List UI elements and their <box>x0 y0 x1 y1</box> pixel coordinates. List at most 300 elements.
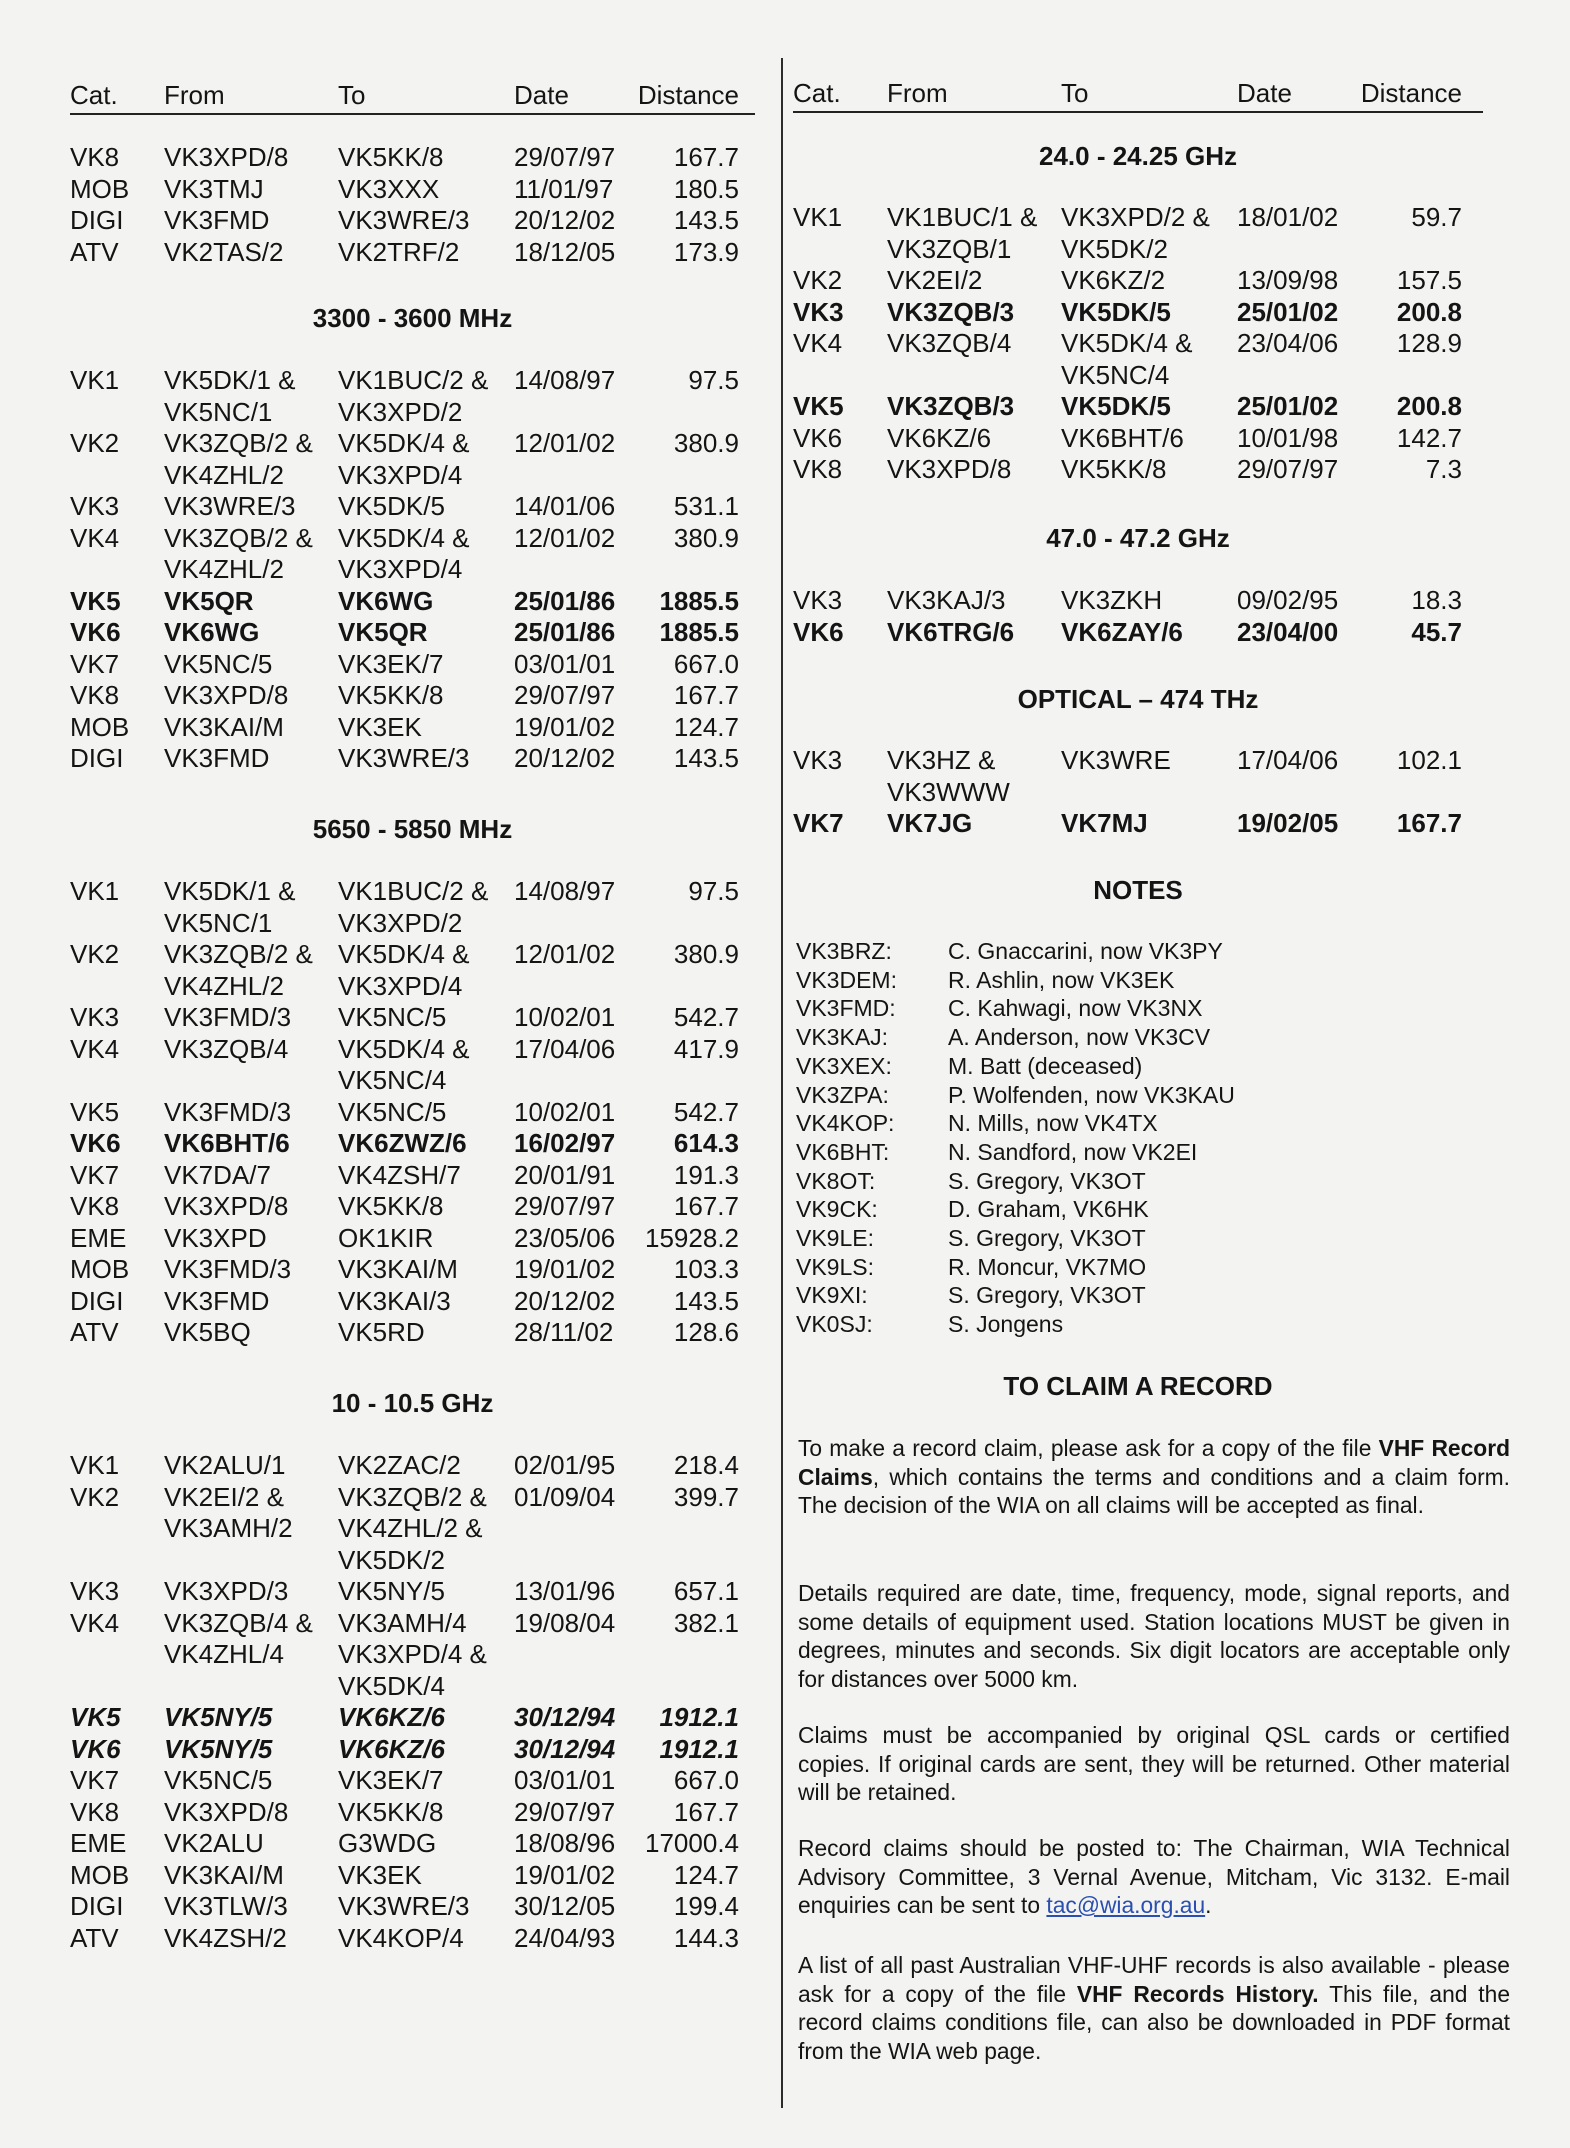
table-row <box>70 1223 739 1255</box>
para-text: . <box>1205 1892 1212 1918</box>
cell-distance: 102.1 <box>1396 745 1462 775</box>
cell-to: VK3WRE/3 <box>338 743 470 773</box>
note-callsign: VK3XEX: <box>796 1052 892 1079</box>
cell-distance: 531.1 <box>673 491 739 521</box>
cell-distance: 667.0 <box>673 648 739 679</box>
cell-to: VK5RD <box>338 1317 425 1347</box>
note-text: M. Batt (deceased) <box>948 1052 1143 1079</box>
note-text: P. Wolfenden, now VK3KAU <box>948 1081 1235 1108</box>
cell-date: 30/12/94 <box>514 1733 616 1764</box>
cell-from: VK3ZQB/2 & VK4ZHL/2 <box>164 428 313 490</box>
cell-cat: VK8 <box>793 454 843 484</box>
cell-to: VK5KK/8 <box>338 1191 444 1221</box>
table-row <box>70 1034 739 1097</box>
cell-date: 25/01/86 <box>514 585 616 616</box>
cell-distance: 180.5 <box>673 173 739 204</box>
cell-from: VK3FMD/3 <box>164 1002 292 1032</box>
cell-to: VK3ZQB/2 & VK4ZHL/2 & VK5DK/2 <box>338 1481 487 1575</box>
para-text: This file, and the record claims conditions file, can also be downloaded in PDF format from the WIA web page. <box>798 1980 1510 2064</box>
cell-distance: 1885.5 <box>659 617 739 647</box>
cell-to: VK5DK/4 & VK3XPD/4 <box>338 428 470 490</box>
records-block <box>70 1450 739 1954</box>
cell-date: 18/08/96 <box>514 1828 616 1858</box>
note-callsign: VK9CK: <box>796 1196 878 1223</box>
note-item <box>796 1310 1235 1339</box>
cell-cat: EME <box>70 1222 127 1253</box>
table-row <box>70 1128 739 1160</box>
cell-date: 29/07/97 <box>514 142 616 172</box>
table-row <box>70 428 739 491</box>
cell-cat: MOB <box>70 1859 130 1890</box>
cell-date: 12/01/02 <box>514 939 616 969</box>
cell-to: VK4KOP/4 <box>338 1922 464 1953</box>
cell-distance: 59.7 <box>1411 202 1462 232</box>
note-item <box>796 966 1235 995</box>
cell-date: 16/02/97 <box>514 1128 616 1158</box>
table-row <box>70 365 739 428</box>
cell-distance: 380.9 <box>673 428 739 458</box>
cell-distance: 542.7 <box>673 1096 739 1127</box>
note-callsign: VK9LE: <box>796 1225 874 1252</box>
table-row <box>70 939 739 1002</box>
table-row <box>70 1191 739 1223</box>
cell-date: 10/01/98 <box>1237 422 1339 453</box>
cell-distance: 45.7 <box>1411 616 1462 647</box>
details-paragraph: Details required are date, time, frequency, mode, signal reports, and some details of equipment used. Station locations MUST be given in degrees, minutes and seconds. Six digit locators are acceptable only for distances over 5000 km. <box>798 1580 1510 1692</box>
cell-distance: 167.7 <box>673 1796 739 1827</box>
cell-distance: 417.9 <box>673 1033 739 1064</box>
note-item <box>796 1167 1235 1196</box>
header-distance: Distance <box>637 80 739 110</box>
cell-distance: 1912.1 <box>659 1702 739 1732</box>
cell-from: VK3XPD/8 <box>164 1191 289 1221</box>
cell-from: VK3KAJ/3 <box>887 585 1006 615</box>
cell-to: VK6KZ/2 <box>1061 265 1166 295</box>
header-from: From <box>164 80 225 110</box>
table-header <box>793 73 1483 113</box>
cell-cat: VK3 <box>70 491 120 521</box>
band-heading: OPTICAL – 474 THz <box>1017 684 1259 714</box>
cell-cat: ATV <box>70 236 119 267</box>
band-heading: 10 - 10.5 GHz <box>331 1388 494 1418</box>
cell-from: VK6TRG/6 <box>887 616 1015 647</box>
table-row <box>70 1765 739 1797</box>
cell-date: 14/08/97 <box>514 365 616 395</box>
cell-from: VK3KAI/M <box>164 711 284 742</box>
cell-from: VK3WRE/3 <box>164 491 296 521</box>
cell-from: VK3FMD <box>164 1285 270 1316</box>
cell-distance: 542.7 <box>673 1002 739 1032</box>
cell-to: VK1BUC/2 & VK3XPD/2 <box>338 365 489 427</box>
cell-to: OK1KIR <box>338 1222 434 1253</box>
cell-to: VK5DK/4 & VK3XPD/4 <box>338 939 470 1001</box>
cell-to: VK2TRF/2 <box>338 236 460 267</box>
note-text: N. Sandford, now VK2EI <box>948 1138 1198 1165</box>
records-block <box>793 202 1462 486</box>
table-row <box>70 1286 739 1318</box>
cell-distance: 103.3 <box>673 1254 739 1284</box>
cell-cat: VK4 <box>793 328 843 358</box>
note-callsign: VK3FMD: <box>796 995 896 1022</box>
table-row <box>70 1734 739 1766</box>
cell-date: 19/08/04 <box>514 1607 616 1638</box>
cell-from: VK5NC/5 <box>164 648 273 679</box>
note-item <box>796 1281 1235 1310</box>
cell-from: VK3FMD/3 <box>164 1096 292 1127</box>
note-callsign: VK3BRZ: <box>796 938 892 964</box>
history-paragraph <box>798 1951 1510 2065</box>
notes-list <box>796 937 1235 1339</box>
cell-cat: VK7 <box>70 648 120 679</box>
cell-from: VK5BQ <box>164 1317 251 1347</box>
file-name: VHF Records History. <box>1076 1980 1319 2007</box>
note-callsign: VK9XI: <box>796 1282 868 1309</box>
cell-cat: VK4 <box>70 1033 120 1064</box>
cell-date: 14/08/97 <box>514 876 616 906</box>
cell-from: VK3ZQB/4 & VK4ZHL/4 <box>164 1607 313 1669</box>
cell-from: VK3FMD/3 <box>164 1254 292 1284</box>
band-heading: 24.0 - 24.25 GHz <box>1039 141 1237 171</box>
table-row <box>70 1702 739 1734</box>
cell-to: VK3WRE <box>1061 745 1171 775</box>
para-text: To make a record claim, please ask for a copy of the file <box>798 1435 1379 1461</box>
table-row <box>70 586 739 618</box>
cell-cat: VK1 <box>70 1450 120 1480</box>
cell-distance: 142.7 <box>1396 422 1462 453</box>
cell-distance: 143.5 <box>673 743 739 773</box>
cell-date: 19/01/02 <box>514 711 616 742</box>
table-row <box>70 1797 739 1829</box>
cell-distance: 97.5 <box>688 365 739 395</box>
cell-date: 13/09/98 <box>1237 265 1339 295</box>
table-row <box>70 680 739 712</box>
table-row <box>70 1608 739 1703</box>
cell-cat: VK8 <box>70 1796 120 1827</box>
cell-from: VK3XPD/8 <box>164 1796 289 1827</box>
cell-date: 19/01/02 <box>514 1254 616 1284</box>
cell-to: VK5DK/4 & VK5NC/4 <box>1061 328 1193 390</box>
note-text: A. Anderson, now VK3CV <box>948 1024 1211 1051</box>
cell-from: VK2ALU <box>164 1828 264 1858</box>
cell-date: 13/01/96 <box>514 1576 616 1606</box>
note-text: S. Gregory, VK3OT <box>948 1225 1146 1252</box>
note-callsign: VK0SJ: <box>796 1311 873 1338</box>
cell-cat: VK5 <box>70 1096 120 1127</box>
cell-distance: 167.7 <box>673 142 739 172</box>
cell-distance: 167.7 <box>1396 808 1462 838</box>
cell-distance: 191.3 <box>673 1159 739 1190</box>
cell-from: VK5QR <box>164 585 254 616</box>
cell-cat: VK6 <box>793 422 843 453</box>
cell-date: 11/01/97 <box>514 173 614 204</box>
cell-from: VK5NY/5 <box>164 1733 273 1764</box>
cell-from: VK3XPD <box>164 1222 267 1253</box>
cell-to: VK5DK/4 & VK5NC/4 <box>338 1033 470 1095</box>
table-row <box>70 237 739 269</box>
header-from: From <box>887 78 948 108</box>
cell-from: VK3ZQB/2 & VK4ZHL/2 <box>164 939 313 1001</box>
para-text: A list of all past Australian VHF-UHF records is also available - please ask for a copy of the file <box>798 1952 1510 2007</box>
table-row <box>70 876 739 939</box>
note-item <box>796 1081 1235 1110</box>
cell-to: VK5DK/5 <box>1061 296 1171 327</box>
cell-to: VK3XPD/2 & VK5DK/2 <box>1061 202 1210 264</box>
note-callsign: VK3DEM: <box>796 966 897 993</box>
cell-from: VK5NC/5 <box>164 1765 273 1795</box>
cell-to: VK6WG <box>338 585 434 616</box>
cell-cat: DIGI <box>70 1285 124 1316</box>
table-row <box>70 1097 739 1129</box>
table-row <box>70 1923 739 1955</box>
cell-from: VK3ZQB/4 <box>887 328 1012 358</box>
note-item <box>796 1023 1235 1052</box>
cell-from: VK3XPD/8 <box>887 454 1012 484</box>
cell-to: VK3WRE/3 <box>338 205 470 235</box>
cell-date: 18/01/02 <box>1237 202 1339 232</box>
cell-distance: 173.9 <box>673 236 739 267</box>
cell-to: VK3EK/7 <box>338 1765 444 1795</box>
note-item <box>796 1195 1235 1224</box>
cell-date: 10/02/01 <box>514 1096 616 1127</box>
cell-date: 03/01/01 <box>514 648 616 679</box>
cell-cat: MOB <box>70 711 130 742</box>
note-callsign: VK9LS: <box>796 1253 874 1280</box>
table-row <box>793 423 1462 455</box>
table-row <box>793 617 1462 649</box>
cell-to: VK5KK/8 <box>338 142 444 172</box>
cell-to: VK6ZAY/6 <box>1061 616 1183 647</box>
table-row <box>70 205 739 237</box>
table-row <box>793 745 1462 808</box>
cell-date: 10/02/01 <box>514 1002 616 1032</box>
cell-cat: VK2 <box>70 428 120 458</box>
cell-to: VK4ZSH/7 <box>338 1159 461 1190</box>
note-item <box>796 1052 1235 1081</box>
cell-to: VK3XXX <box>338 173 440 204</box>
cell-cat: VK2 <box>70 939 120 969</box>
cell-from: VK3ZQB/4 <box>164 1033 289 1064</box>
records-block <box>70 876 739 1349</box>
cell-distance: 399.7 <box>673 1481 739 1512</box>
cell-cat: DIGI <box>70 205 124 235</box>
cell-from: VK6WG <box>164 617 260 647</box>
note-callsign: VK8OT: <box>796 1167 876 1194</box>
note-text: C. Gnaccarini, now VK3PY <box>948 938 1223 964</box>
header-to: To <box>338 80 366 110</box>
cell-date: 25/01/02 <box>1237 296 1339 327</box>
cell-date: 18/12/05 <box>514 236 616 267</box>
cell-to: VK3EK <box>338 711 422 742</box>
table-row <box>70 617 739 649</box>
cell-distance: 128.9 <box>1396 328 1462 358</box>
band-heading: 47.0 - 47.2 GHz <box>1046 523 1230 553</box>
cell-cat: VK3 <box>793 745 843 775</box>
cell-cat: VK1 <box>70 365 120 395</box>
cell-cat: VK3 <box>793 585 843 615</box>
cell-cat: VK6 <box>793 616 844 647</box>
records-block <box>793 585 1462 648</box>
cell-distance: 143.5 <box>673 1285 739 1316</box>
cell-distance: 97.5 <box>688 876 739 906</box>
cell-distance: 167.7 <box>673 1191 739 1221</box>
cell-to: VK3AMH/4 VK3XPD/4 & VK5DK/4 <box>338 1607 487 1701</box>
cell-cat: MOB <box>70 173 130 204</box>
cell-cat: VK7 <box>70 1159 120 1190</box>
cell-to: VK1BUC/2 & VK3XPD/2 <box>338 876 489 938</box>
note-item <box>796 1138 1235 1167</box>
cell-to: VK2ZAC/2 <box>338 1450 461 1480</box>
cell-from: VK3TMJ <box>164 173 264 204</box>
table-row <box>70 1828 739 1860</box>
cell-cat: VK5 <box>793 391 844 421</box>
postal-paragraph <box>798 1834 1510 1920</box>
cell-distance: 15928.2 <box>645 1222 739 1253</box>
table-row <box>70 743 739 775</box>
cell-to: VK3ZKH <box>1061 585 1163 615</box>
cell-to: G3WDG <box>338 1828 437 1858</box>
cell-distance: 167.7 <box>673 680 739 710</box>
cell-cat: VK6 <box>70 1733 121 1764</box>
cell-cat: ATV <box>70 1922 119 1953</box>
cell-to: VK3WRE/3 <box>338 1891 470 1921</box>
cell-cat: VK7 <box>793 808 844 838</box>
cell-to: VK5DK/4 & VK3XPD/4 <box>338 522 470 584</box>
cell-from: VK3KAI/M <box>164 1859 284 1890</box>
cell-date: 19/01/02 <box>514 1859 616 1890</box>
cell-date: 19/02/05 <box>1237 808 1339 838</box>
cell-from: VK5DK/1 & VK5NC/1 <box>164 365 296 427</box>
cell-date: 29/07/97 <box>514 1796 616 1827</box>
header-to: To <box>1061 78 1089 108</box>
table-row <box>70 142 739 174</box>
cell-from: VK5DK/1 & VK5NC/1 <box>164 876 296 938</box>
email-link[interactable]: tac@wia.org.au <box>1046 1892 1206 1918</box>
cell-distance: 124.7 <box>673 1859 739 1890</box>
cell-cat: VK1 <box>793 202 843 232</box>
table-row <box>793 265 1462 297</box>
cell-date: 30/12/94 <box>514 1702 616 1732</box>
cell-date: 30/12/05 <box>514 1891 616 1921</box>
cell-cat: VK6 <box>70 617 121 647</box>
note-text: S. Jongens <box>948 1311 1064 1338</box>
cell-date: 17/04/06 <box>514 1033 616 1064</box>
table-header <box>70 75 755 115</box>
table-row <box>70 491 739 523</box>
note-text: C. Kahwagi, now VK3NX <box>948 995 1203 1022</box>
cell-to: VK5NC/5 <box>338 1002 447 1032</box>
cell-date: 12/01/02 <box>514 522 616 553</box>
cell-from: VK3FMD <box>164 743 270 773</box>
table-row <box>70 1317 739 1349</box>
table-row <box>70 1891 739 1923</box>
cell-cat: VK3 <box>793 296 844 327</box>
cell-to: VK5KK/8 <box>338 680 444 710</box>
cell-cat: VK3 <box>70 1576 120 1606</box>
note-callsign: VK3ZPA: <box>796 1081 889 1108</box>
cell-to: VK5DK/5 <box>338 491 445 521</box>
cell-from: VK3FMD <box>164 205 270 235</box>
cell-from: VK6BHT/6 <box>164 1128 290 1158</box>
cell-from: VK3XPD/3 <box>164 1576 289 1606</box>
header-cat: Cat. <box>793 78 841 108</box>
table-row <box>70 712 739 744</box>
cell-to: VK5NC/5 <box>338 1096 447 1127</box>
cell-distance: 144.3 <box>673 1922 739 1953</box>
note-item <box>796 994 1235 1023</box>
cell-cat: VK4 <box>70 522 120 553</box>
note-item <box>796 1253 1235 1282</box>
table-row <box>70 649 739 681</box>
table-row <box>793 585 1462 617</box>
cell-date: 23/04/00 <box>1237 616 1339 647</box>
cell-from: VK7JG <box>887 808 973 838</box>
cell-cat: VK2 <box>793 265 843 295</box>
cell-from: VK2EI/2 & VK3AMH/2 <box>164 1481 293 1543</box>
cell-date: 29/07/97 <box>1237 454 1339 484</box>
para-text: , which contains the terms and conditions and a claim form. The decision of the WIA on all claims will be accepted as final. <box>798 1463 1510 1518</box>
table-row <box>70 1576 739 1608</box>
cell-date: 01/09/04 <box>514 1481 616 1512</box>
cell-cat: MOB <box>70 1254 130 1284</box>
table-row <box>70 1860 739 1892</box>
cell-from: VK3XPD/8 <box>164 142 289 172</box>
table-row <box>70 1002 739 1034</box>
table-row <box>793 202 1462 265</box>
cell-date: 25/01/02 <box>1237 391 1339 421</box>
cell-distance: 143.5 <box>673 205 739 235</box>
cell-from: VK7DA/7 <box>164 1159 271 1190</box>
cell-date: 28/11/02 <box>514 1317 614 1347</box>
file-name: VHF Record Claims <box>798 1435 1510 1490</box>
header-cat: Cat. <box>70 80 118 110</box>
cell-date: 17/04/06 <box>1237 745 1339 775</box>
cell-distance: 199.4 <box>673 1891 739 1921</box>
cell-distance: 1885.5 <box>659 585 739 616</box>
cell-to: VK3EK <box>338 1859 422 1890</box>
note-text: D. Graham, VK6HK <box>948 1196 1149 1223</box>
note-item <box>796 937 1235 966</box>
cell-from: VK3ZQB/3 <box>887 391 1015 421</box>
cell-from: VK3XPD/8 <box>164 680 289 710</box>
cell-date: 02/01/95 <box>514 1450 616 1480</box>
cell-to: VK5DK/5 <box>1061 391 1171 421</box>
header-distance: Distance <box>1360 78 1462 108</box>
table-row <box>70 1254 739 1286</box>
records-block <box>70 365 739 775</box>
header-date: Date <box>1237 78 1292 108</box>
table-row <box>70 174 739 206</box>
cell-from: VK2EI/2 <box>887 265 983 295</box>
cell-from: VK3TLW/3 <box>164 1891 288 1921</box>
cell-distance: 18.3 <box>1411 585 1462 615</box>
qsl-paragraph: Claims must be accompanied by original QSL cards or certified copies. If original cards are sent, they will be returned. Other material will be retained. <box>798 1722 1510 1805</box>
note-item <box>796 1224 1235 1253</box>
column-divider <box>781 58 783 2108</box>
cell-to: VK3EK/7 <box>338 648 444 679</box>
cell-from: VK2TAS/2 <box>164 236 284 267</box>
table-row <box>70 1160 739 1192</box>
cell-cat: VK5 <box>70 585 121 616</box>
cell-to: VK5QR <box>338 617 428 647</box>
cell-to: VK7MJ <box>1061 808 1148 838</box>
cell-distance: 667.0 <box>673 1765 739 1795</box>
cell-from: VK1BUC/1 & VK3ZQB/1 <box>887 202 1038 264</box>
cell-date: 29/07/97 <box>514 1191 616 1221</box>
table-row <box>793 454 1462 486</box>
cell-cat: VK7 <box>70 1765 120 1795</box>
cell-date: 14/01/06 <box>514 491 616 521</box>
cell-date: 23/05/06 <box>514 1222 616 1253</box>
